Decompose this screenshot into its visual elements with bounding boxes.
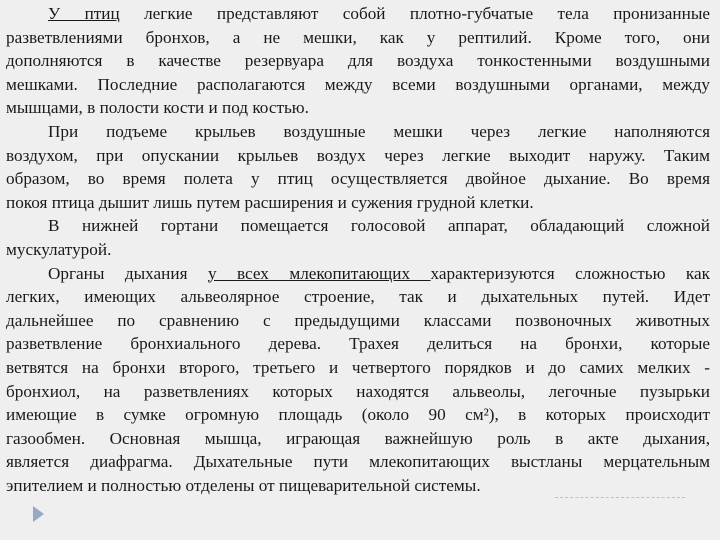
text-line	[6, 238, 710, 262]
text-line	[6, 96, 710, 120]
text-line	[6, 262, 710, 286]
text-segment: характеризуются сложностью как	[430, 263, 710, 283]
text-segment: мешками. Последние располагаются между всеми воздушными органами, между	[6, 74, 710, 94]
text-line	[6, 2, 710, 26]
text-segment: имеющие в сумке огромную площадь (около 90 см²), в которых происходит	[6, 405, 710, 425]
triangle-right-icon[interactable]	[33, 506, 44, 522]
text-segment: При подъеме крыльев воздушные мешки через легкие наполняются	[48, 121, 710, 141]
text-line	[6, 309, 710, 333]
text-segment: Органы дыхания	[48, 263, 208, 283]
text-segment: покоя птица дышит лишь путем расширения и сужения грудной клетки.	[6, 192, 534, 212]
text-line	[6, 356, 710, 380]
body-text	[6, 2, 710, 497]
text-line	[6, 285, 710, 309]
text-segment: В нижней гортани помещается голосовой аппарат, обладающий сложной	[48, 216, 710, 236]
text-segment: образом, во время полета у птиц осуществляется двойное дыхание. Во время	[6, 169, 710, 189]
text-segment: легких, имеющих альвеолярное строение, так и дыхательных путей. Идет	[6, 287, 710, 307]
text-line	[6, 144, 710, 168]
underlined-text: У птиц	[48, 4, 120, 23]
text-line	[6, 380, 710, 404]
text-segment: разветвлениями бронхов, а не мешки, как у рептилий. Кроме того, они	[6, 27, 710, 47]
text-segment: дополняются в качестве резервуара для воздуха тонкостенными воздушными	[6, 51, 710, 71]
text-segment: бронхиол, на разветвлениях которых находятся альвеолы, легочные пузырьки	[6, 381, 710, 401]
text-segment: ветвятся на бронхи второго, третьего и четвертого порядков и до самих мелких -	[6, 357, 710, 377]
text-segment: разветвление бронхиального дерева. Трахея делиться на бронхи, которые	[6, 334, 710, 354]
text-line	[6, 214, 710, 238]
text-line	[6, 427, 710, 451]
text-line	[6, 49, 710, 73]
text-line	[6, 120, 710, 144]
text-segment: эпителием и полностью отделены от пищеварительной системы.	[6, 475, 481, 495]
text-line	[6, 403, 710, 427]
text-line	[6, 191, 710, 215]
text-line	[6, 167, 710, 191]
text-segment: мышцами, в полости кости и под костью.	[6, 98, 309, 118]
text-segment: воздухом, при опускании крыльев воздух через легкие выходит наружу. Таким	[6, 145, 710, 165]
text-segment: дальнейшее по сравнению с предыдущими классами позвоночных животных	[6, 310, 710, 330]
text-line	[6, 332, 710, 356]
text-line	[6, 26, 710, 50]
text-line	[6, 474, 710, 498]
underlined-text: у всех млекопитающих	[207, 263, 431, 283]
text-segment: легкие представляют собой плотно-губчатые тела пронизанные	[119, 4, 710, 23]
text-segment: мускулатурой.	[6, 239, 112, 259]
text-line	[6, 450, 710, 474]
text-line	[6, 73, 710, 97]
text-segment: является диафрагма. Дыхательные пути млекопитающих выстланы мерцательным	[6, 452, 710, 472]
dashed-rule	[555, 497, 685, 498]
text-segment: газообмен. Основная мышца, играющая важнейшую роль в акте дыхания,	[6, 428, 710, 448]
